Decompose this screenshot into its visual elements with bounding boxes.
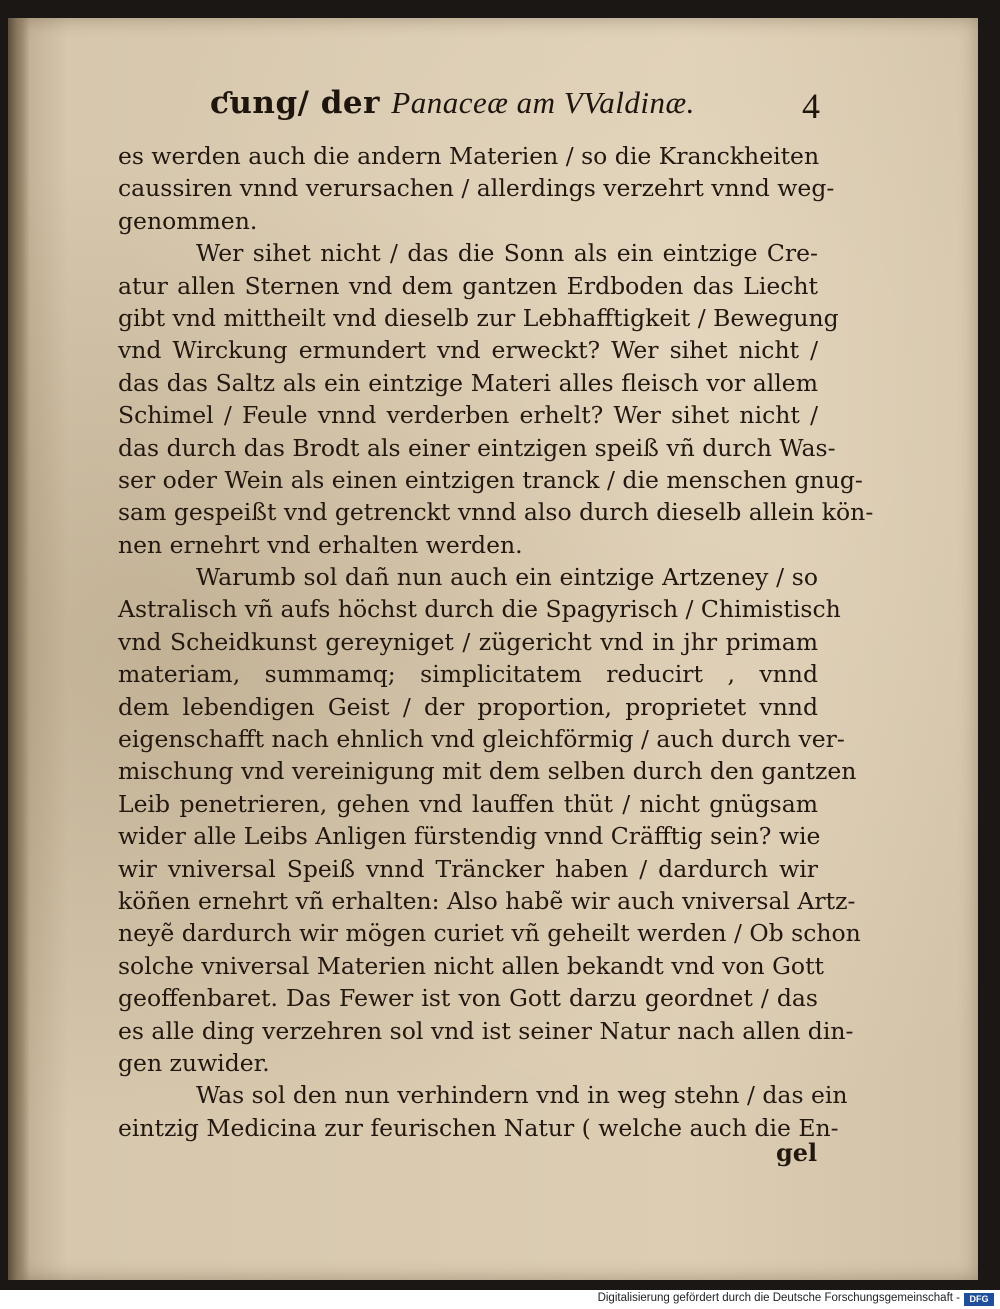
text-line: geoffenbaret. Das Fewer ist von Gott darzu geordnet / das bbox=[118, 984, 818, 1013]
body-text bbox=[118, 140, 874, 1144]
text-line: ser oder Wein als einen eintzigen tranck / die menschen gnug- bbox=[118, 465, 863, 494]
text-line: caussiren vnnd verursachen / allerdings verzehrt vnnd weg- bbox=[118, 174, 835, 203]
text-line: gibt vnd mittheilt vnd dieselb zur Lebhafftigkeit / Bewegung bbox=[118, 303, 839, 332]
text-line: materiam, summamq; simplicitatem reducirt , vnnd bbox=[118, 660, 818, 689]
text-line: atur allen Sternen vnd dem gantzen Erdboden das Liecht bbox=[118, 271, 818, 300]
text-line: das durch das Brodt als einer eintzigen speiß vñ durch Was- bbox=[118, 433, 836, 462]
running-head-black: ƈung/ der bbox=[210, 85, 380, 121]
text-line: Was sol den nun verhindern vnd in weg stehn / das ein bbox=[196, 1081, 848, 1110]
text-line: nen ernehrt vnd erhalten werden. bbox=[118, 530, 523, 559]
text-line: wir vniversal Speiß vnnd Träncker haben / dardurch wir bbox=[118, 854, 818, 883]
text-line: gen zuwider. bbox=[118, 1048, 270, 1077]
catchword: gel bbox=[776, 1138, 818, 1167]
running-head-text bbox=[210, 85, 695, 121]
running-head bbox=[210, 85, 820, 129]
text-line: Schimel / Feule vnnd verderben erhelt? Wer sihet nicht / bbox=[118, 401, 818, 430]
text-line: vnd Scheidkunst gereyniget / zügericht vnd in jhr primam bbox=[118, 627, 818, 656]
text-line: eintzig Medicina zur feurischen Natur ( welche auch die En- bbox=[118, 1113, 839, 1142]
text-line: Warumb sol dañ nun auch ein eintzige Artzeney / so bbox=[196, 563, 818, 592]
text-line: es werden auch die andern Materien / so die Kranckheiten bbox=[118, 142, 820, 170]
text-line: köñen ernehrt vñ erhalten: Also habẽ wir auch vniversal Artz- bbox=[118, 886, 856, 915]
text-line: dem lebendigen Geist / der proportion, proprietet vnnd bbox=[118, 692, 818, 721]
footer-bar bbox=[0, 1290, 1000, 1309]
text-line: mischung vnd vereinigung mit dem selben durch den gantzen bbox=[118, 757, 857, 786]
text-line: Leib penetrieren, gehen vnd lauffen thüt / nicht gnügsam bbox=[118, 789, 818, 818]
text-line: vnd Wirckung ermundert vnd erweckt? Wer sihet nicht / bbox=[118, 336, 818, 365]
text-line: solche vniversal Materien nicht allen bekandt vnd von Gott bbox=[118, 951, 824, 980]
dfg-logo-icon: DFG bbox=[964, 1293, 994, 1306]
page-gutter bbox=[8, 18, 30, 1280]
text-line: es alle ding verzehren sol vnd ist seiner Natur nach allen din- bbox=[118, 1016, 854, 1045]
text-line: genommen. bbox=[118, 206, 258, 235]
text-line: Astralisch vñ aufs höchst durch die Spagyrisch / Chimistisch bbox=[118, 595, 841, 624]
running-head-latin: Panaceæ am VValdinæ. bbox=[391, 85, 695, 120]
text-line: Wer sihet nicht / das die Sonn als ein eintzige Cre- bbox=[196, 239, 818, 268]
digitization-credit: Digitalisierung gefördert durch die Deutsche Forschungsgemeinschaft - bbox=[597, 1292, 960, 1304]
text-line: wider alle Leibs Anligen fürstendig vnnd Cräfftig sein? wie bbox=[118, 822, 821, 851]
text-line: eigenschafft nach ehnlich vnd gleichförmig / auch durch ver- bbox=[118, 725, 845, 754]
text-line: das das Saltz als ein eintzige Materi alles fleisch vor allem bbox=[118, 368, 818, 397]
page-number: 4 bbox=[802, 86, 820, 126]
text-line: sam gespeißt vnd getrenckt vnnd also durch dieselb allein kön- bbox=[118, 498, 874, 527]
text-line: neyẽ dardurch wir mögen curiet vñ geheilt werden / Ob schon bbox=[118, 919, 861, 948]
